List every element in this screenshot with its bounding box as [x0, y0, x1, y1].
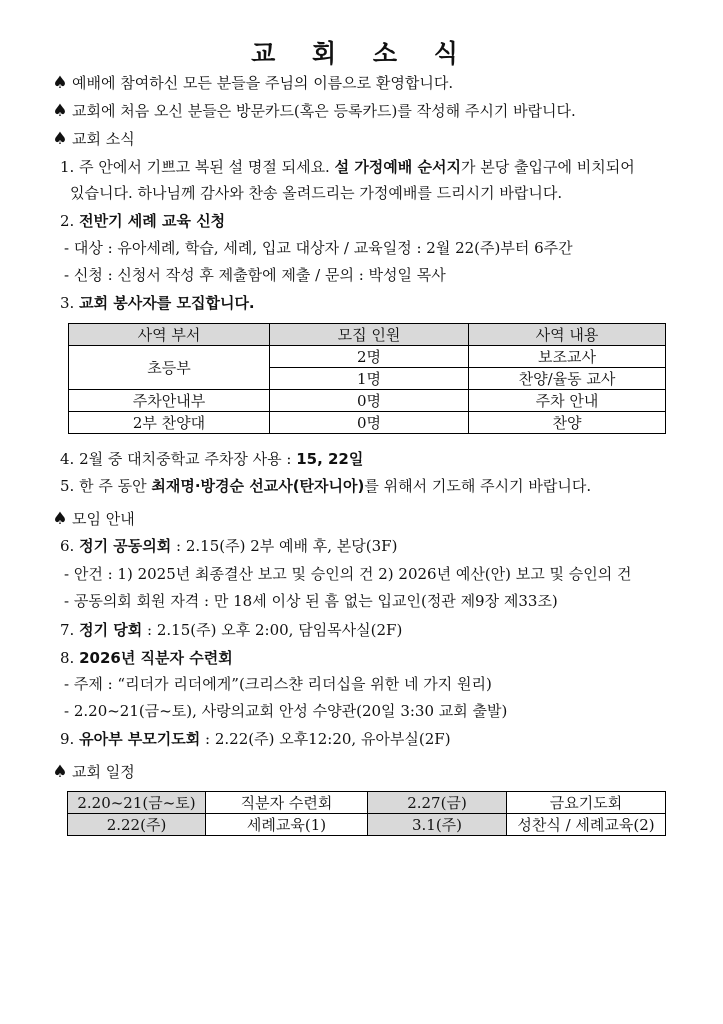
- table-cell: 2명: [270, 346, 469, 368]
- table-cell: 금요기도회: [507, 792, 666, 814]
- news-item-5: 5. 한 주 동안 최재명·방경순 선교사(탄자니아)를 위해서 기도해 주시기 바랍니다.: [60, 477, 592, 495]
- volunteer-table: [68, 323, 666, 434]
- meeting-item-6-agenda: - 안건 : 1) 2025년 최종결산 보고 및 승인의 건 2) 2026년 예산(안) 보고 및 승인의 건: [64, 565, 632, 583]
- table-row: [69, 412, 666, 434]
- table-cell: 주차안내부: [69, 390, 270, 412]
- table-cell: 2부 찬양대: [69, 412, 270, 434]
- news-item-1-cont: 있습니다. 하나님께 감사와 찬송 올려드리는 가정예배를 드리시기 바랍니다.: [70, 184, 563, 202]
- schedule-table: [67, 791, 666, 836]
- meetings-heading: ♠ 모임 안내: [48, 509, 135, 529]
- table-cell: 3.1(주): [368, 814, 507, 836]
- table-cell: 찬양/율동 교사: [469, 368, 666, 390]
- schedule-heading: ♠ 교회 일정: [48, 762, 135, 782]
- spade-icon: ♠: [52, 101, 68, 121]
- spade-icon: ♠: [52, 762, 68, 782]
- table-cell: 2.27(금): [368, 792, 507, 814]
- table-cell: 주차 안내: [469, 390, 666, 412]
- welcome-line-1: ♠ 예배에 참여하신 모든 분들을 주님의 이름으로 환영합니다.: [48, 73, 453, 93]
- news-item-4: 4. 2월 중 대치중학교 주차장 사용 : 15, 22일: [60, 450, 364, 468]
- meeting-item-8: 8. 2026년 직분자 수련회: [60, 649, 233, 667]
- spade-icon: ♠: [52, 129, 68, 149]
- news-item-2-target: - 대상 : 유아세례, 학습, 세례, 입교 대상자 / 교육일정 : 2월 22(주)부터 6주간: [64, 239, 573, 257]
- meeting-item-6: 6. 정기 공동의회 : 2.15(주) 2부 예배 후, 본당(3F): [60, 537, 398, 555]
- news-item-3: 3. 교회 봉사자를 모집합니다.: [60, 294, 255, 312]
- table-cell: 0명: [270, 390, 469, 412]
- table-row: [68, 792, 666, 814]
- table-cell: 보조교사: [469, 346, 666, 368]
- meeting-item-7: 7. 정기 당회 : 2.15(주) 오후 2:00, 담임목사실(2F): [60, 621, 403, 639]
- table-cell: 찬양: [469, 412, 666, 434]
- table-header: 사역 부서: [69, 324, 270, 346]
- news-item-2-apply: - 신청 : 신청서 작성 후 제출함에 제출 / 문의 : 박성일 목사: [64, 266, 446, 284]
- table-cell: 1명: [270, 368, 469, 390]
- table-cell: 2.20~21(금~토): [68, 792, 206, 814]
- table-cell: 2.22(주): [68, 814, 206, 836]
- welcome-line-2: ♠ 교회에 처음 오신 분들은 방문카드(혹은 등록카드)를 작성해 주시기 바랍니다.: [48, 101, 576, 121]
- table-cell: 초등부: [69, 346, 270, 390]
- table-cell: 성찬식 / 세례교육(2): [507, 814, 666, 836]
- table-cell: 0명: [270, 412, 469, 434]
- meeting-item-9: 9. 유아부 부모기도회 : 2.22(주) 오후12:20, 유아부실(2F): [60, 730, 451, 748]
- page-title: 교 회 소 식: [251, 39, 472, 68]
- table-header: 사역 내용: [469, 324, 666, 346]
- news-item-2: 2. 전반기 세례 교육 신청: [60, 212, 226, 230]
- spade-icon: ♠: [52, 509, 68, 529]
- table-cell: 세례교육(1): [206, 814, 368, 836]
- table-header: 모집 인원: [270, 324, 469, 346]
- table-cell: 직분자 수련회: [206, 792, 368, 814]
- news-heading: ♠ 교회 소식: [48, 129, 135, 149]
- meeting-item-6-eligibility: - 공동의회 회원 자격 : 만 18세 이상 된 흠 없는 입교인(정관 제9장 제33조): [64, 592, 558, 610]
- spade-icon: ♠: [52, 73, 68, 93]
- news-item-1: 1. 주 안에서 기쁘고 복된 설 명절 되세요. 설 가정예배 순서지가 본당 출입구에 비치되어: [60, 158, 635, 176]
- table-row: [69, 390, 666, 412]
- meeting-item-8-theme: - 주제 : “리더가 리더에게”(크리스챤 리더십을 위한 네 가지 원리): [64, 675, 492, 693]
- table-header-row: [69, 324, 666, 346]
- meeting-item-8-schedule: - 2.20~21(금~토), 사랑의교회 안성 수양관(20일 3:30 교회 출발): [64, 702, 508, 720]
- table-row: [68, 814, 666, 836]
- table-row: [69, 346, 666, 368]
